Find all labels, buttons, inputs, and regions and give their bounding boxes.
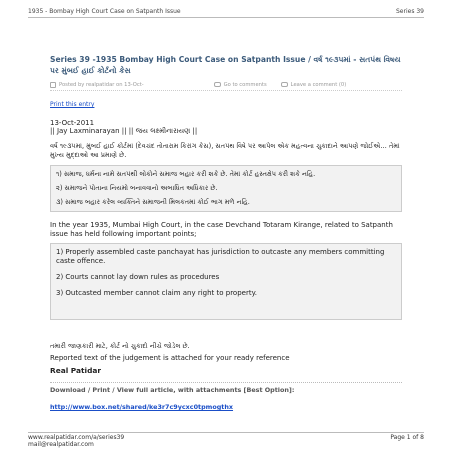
leave-comment-link[interactable]: Leave a comment (0) [290,81,347,88]
greeting-line: || Jay Laxminarayan || || જય લક્ષ્મીનારાયણ || [50,127,198,135]
divider [50,382,402,383]
point-en-3: 3) Outcasted member cannot claim any right to property. [56,289,257,297]
intro-gujarati: વર્ષ ૧૯૩૫માં, મુંબઈ હાઈ કોર્ટમાં (દેવચંદ તોતારામ કિરાંગ કેસ), સતપંથ વિષે પર આપેલ એક મહત્વના ચુકાદાને આપણે જોઈએ… તેમાં મુખ્ય મુદ્દાઓ આ પ્રમાણે છે. [50,142,400,159]
post-date: 13-Oct-2011 [50,119,95,127]
intro-english: In the year 1935, Mumbai High Court, in the case Devchand Totaram Kirange, related to Satpanth issue has held following important points; [50,221,393,238]
header-series: Series 39 [396,8,424,15]
comment-icon [214,82,221,87]
point-gu-1: ૧) સમાજ, ધર્મના નામે સતપંથી લોકોને સમાજ બહાર કરી શકે છે. તેમાં કોર્ટ હસ્તક્ષેપ કરી શકે નહિ. [56,170,316,178]
download-link[interactable]: http://www.box.net/shared/ke3r7c9ycxc0tpmogthx [50,403,234,411]
post-title: Series 39 -1935 Bombay High Court Case on Satpanth Issue / વર્ષ ૧૯૩૫માં - સતપંથ વિષય પર મુંબઈ હાઈ કોર્ટનો કેસ [50,55,401,75]
points-box-english [50,243,402,320]
author-signature: Real Patidar [50,366,101,375]
print-entry-link[interactable]: Print this entry [50,101,95,108]
post-meta [50,81,402,91]
footer-site[interactable]: www.realpatidar.com/a/series39 [28,434,125,441]
header-title: 1935 - Bombay High Court Case on Satpanth Issue [28,8,181,15]
attachment-note-english: Reported text of the judgement is attached for your ready reference [50,354,290,362]
page-footer [28,432,424,448]
posted-by: Posted by realpatidar on 13-Oct- [59,81,144,88]
attachment-note-gujarati: તમારી જાણકારી માટે, કોર્ટ નો ચુકાદો નીચે જોડેલ છે. [50,342,190,350]
article [50,54,402,413]
point-gu-2: ૨) સમાજને પોતાના નિયમો બનાવવાનો અબાધિત અધિકાર છે. [56,184,218,192]
comments-link[interactable]: Go to comments [223,81,267,88]
page-number: Page 1 of 8 [390,434,424,441]
user-icon [50,82,56,88]
footer-contact [28,435,124,448]
download-label: Download / Print / View full article, with attachments [Best Option]: [50,386,295,394]
page-header [28,6,424,18]
point-gu-3: ૩) સમાજ બહાર કરેલ વ્યક્તિને સમાજની મિલકતમાં કોઈ ભાગ મળે નહિ. [56,198,250,206]
point-en-1: 1) Properly assembled caste panchayat has jurisdiction to outcaste any members committing caste offence. [56,248,385,265]
leave-comment-icon [281,82,288,87]
footer-email[interactable]: mail@realpatidar.com [28,440,94,448]
point-en-2: 2) Courts cannot lay down rules as procedures [56,273,220,281]
points-box-gujarati [50,165,402,212]
